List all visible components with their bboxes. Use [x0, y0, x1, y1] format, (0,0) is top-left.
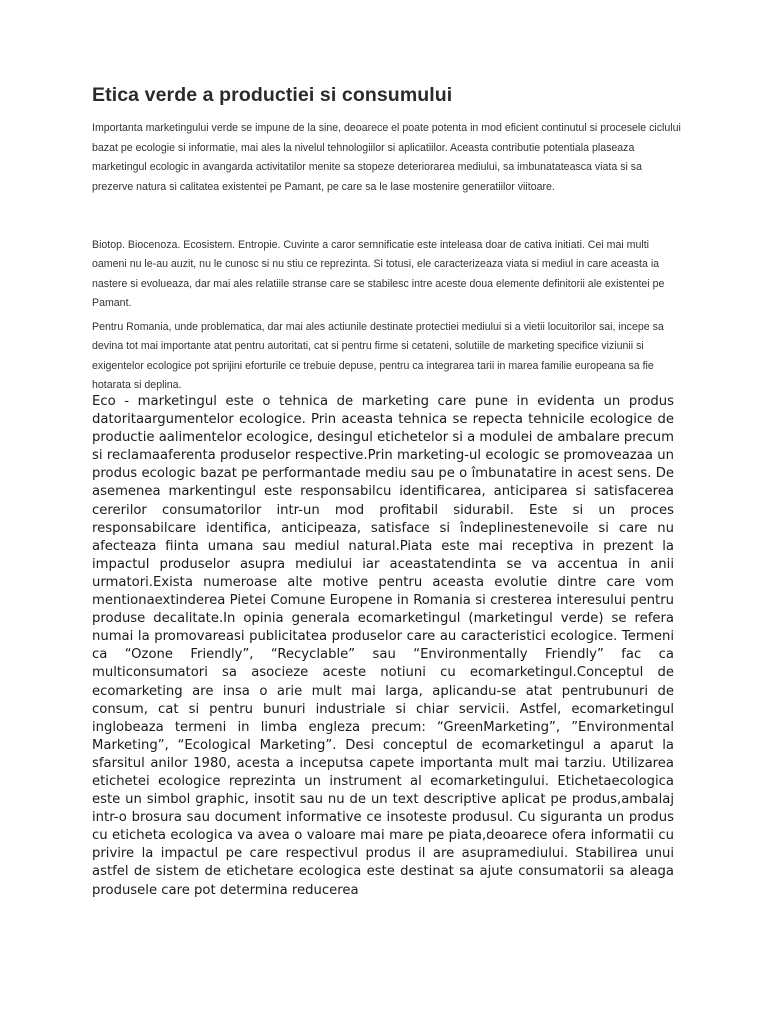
document-title: Etica verde a productiei si consumului	[92, 84, 453, 106]
biotop-paragraph: Biotop. Biocenoza. Ecosistem. Entropie. Cuvinte a caror semnificatie este inteleasa doar de cativa initiati. Cei mai multi oameni nu le-au auzit, nu le cunosc si nu stiu ce reprezinta. Si totusi, ele caracterizeaza viata si mediul in care aceasta ia nastere si evolueaza, dar mai ales relatiile stranse care se stabilesc intre aceste doua elemente definitorii ale existentei pe Pamant.	[92, 239, 665, 309]
intro-paragraph: Importanta marketingului verde se impune de la sine, deoarece el poate potenta in mod eficient continutul si procesele ciclului bazat pe ecologie si informatie, mai ales la nivelul tehnologiilor si aplicatiilor. Aceasta contributie potentiala plaseaza marketingul ecologic in avangarda activitatilor menite sa stopeze deteriorarea mediului, sa imbunatateasca viata si sa prezerve natura si calitatea existentei pe Pamant, pe care sa le lase mostenire generatiilor viitoare.	[92, 122, 681, 193]
eco-marketing-paragraph: Eco - marketingul este o tehnica de marketing care pune in evidenta un produs datoritaargumentelor ecologice. Prin aceasta tehnica se repecta tehnicile ecologice de productie aalimentelor ecologice, desingul etichetelor si a modulei de ambalare precum si reclamaaferenta produselor respective.Prin marketing-ul ecologic se promoveazaa un produs ecologic bazat pe performantade mediu sau pe o îmbunatatire in acest sens. De asemenea markentingul este responsabilcu identificarea, anticiparea si satisfacerea cererilor consumatorilor intr-un mod profitabil sidurabil. Este si un proces responsabilcare identifica, anticipeaza, satisface si îndeplinestenevoile si care nu afecteaza fiinta umana sau mediul natural.Piata este mai receptiva in prezent la impactul produselor asupra mediului iar aceastatendinta se va accentua in anii urmatori.Exista numeroase alte motive pentru aceasta evolutie dintre care vom mentionaextinderea Pietei Comune Europene in Romania si cresterea interesului pentru produse decalitate.In opinia generala ecomarketingul (marketingul verde) se refera numai la promovareasi publicitatea produselor care au caracteristici ecologice. Termeni ca “Ozone Friendly”, “Recyclable” sau “Environmentally Friendly” fac ca multiconsumatori sa asocieze aceste notiuni cu ecomarketingul.Conceptul de ecomarketing are insa o arie mult mai larga, aplicandu-se atat pentrubunuri de consum, cat si pentru bunuri industriale si chiar servicii. Astfel, ecomarketingul inglobeaza termeni in limba engleza precum: “GreenMarketing”, ”Environmental Marketing”, “Ecological Marketing”. Desi conceptul de ecomarketingul a aparut la sfarsitul anilor 1980, acesta a inceputsa capete importanta mult mai tarziu. Utilizarea etichetei ecologice reprezinta un instrument al ecomarketingului. Etichetaecologica este un simbol graphic, insotit sau nu de un text descriptive aplicat pe produs,ambalaj intr-o brosura sau document informative ce insoteste produsul. Cu siguranta un produs cu eticheta ecologica va avea o valoare mai mare pe piata,deoarece ofera informatii cu privire la impactul pe care respectivul produs il are asupramediului. Stabilirea unui astfel de sistem de etichetare ecologica este destinat sa ajute consumatorii sa aleaga produsele care pot determina reducerea	[92, 394, 674, 898]
romania-paragraph: Pentru Romania, unde problematica, dar mai ales actiunile destinate protectiei mediului si a vietii locuitorilor sai, incepe sa devina tot mai importante atat pentru autoritati, cat si pentru firme si cetateni, solutiile de marketing specifice viziunii si exigentelor ecologice pot sprijini eforturile ce trebuie depuse, pentru ca integrarea tarii in marea familie europeana sa fie hotarata si deplina.	[92, 321, 664, 391]
